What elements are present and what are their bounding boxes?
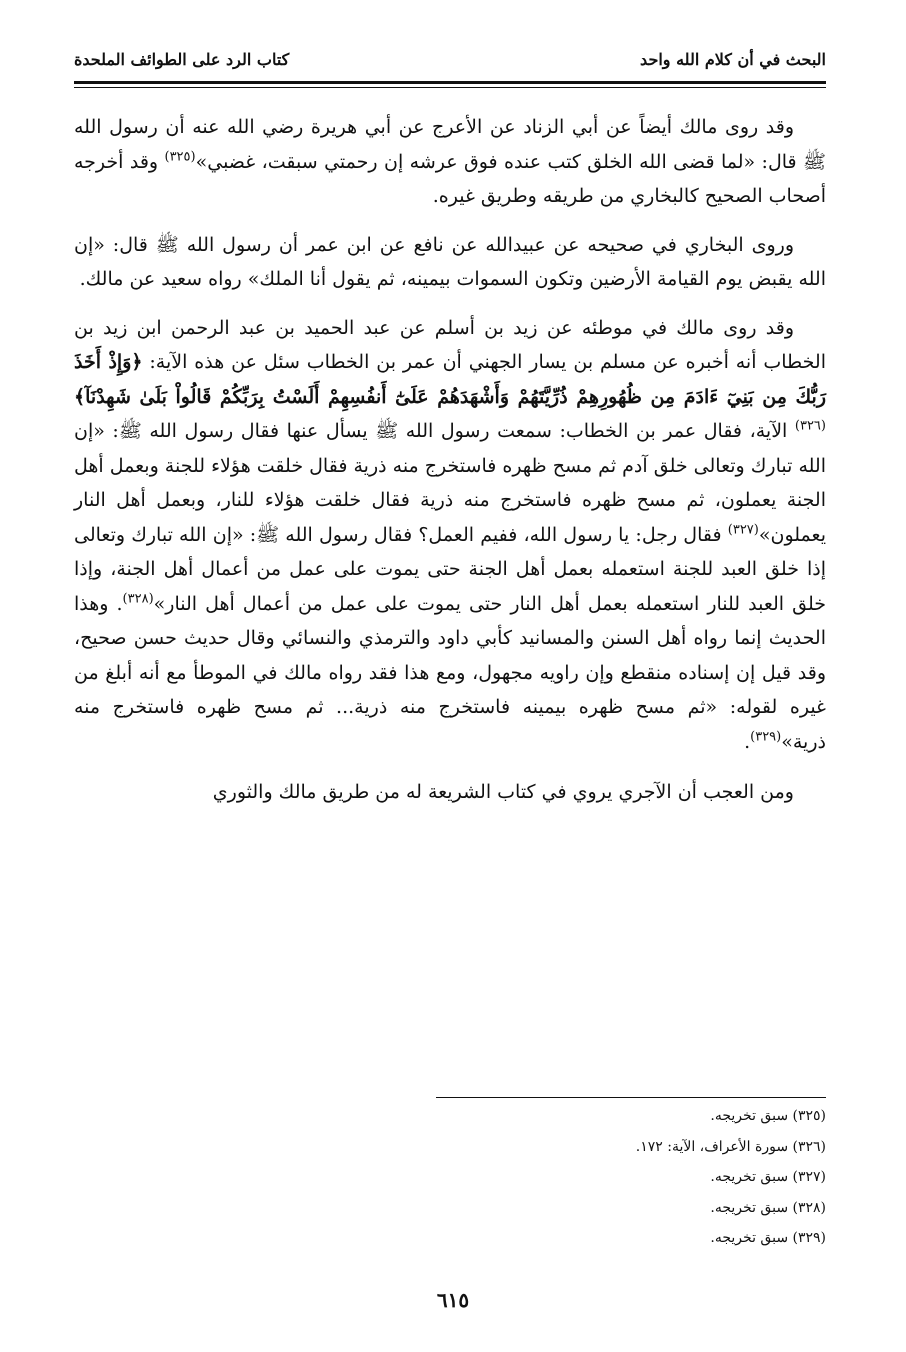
header-chapter-title: البحث في أن كلام الله واحد	[640, 49, 826, 69]
footnote-item: (٣٢٧) سبق تخريجه.	[710, 1169, 826, 1185]
paragraph-ajurri	[74, 775, 826, 810]
footnote-item: (٣٢٨) سبق تخريجه.	[710, 1199, 826, 1216]
paragraph-text: . وهذا الحديث إنما رواه أهل السنن والمسانيد كأبي داود والترمذي والنسائي وقال حديث حسن صحيح، وقد قيل إن إسناده منقطع وإن راويه مجهول، ومع هذا فقد رواه مالك في الموطأ مع أنه أبلغ من غيره لقوله: «ثم مسح ظهره بيمينه فاستخرج منه ذرية... ثم مسح ظهره فاستخرج منه ذرية»	[74, 592, 826, 753]
footnote-reference: (٣٢٩)	[750, 729, 782, 745]
footnotes	[74, 1101, 826, 1254]
header-rule-thick	[74, 81, 826, 84]
paragraph-text: فقال رجل: يا رسول الله، ففيم العمل؟ فقال رسول الله ﷺ: «إن الله تبارك وتعالى إذا خلق العبد للجنة استعمله بعمل أهل الجنة حتى يموت على عمل من أعمال أهل الجنة، وإذا خلق العبد للنار استعمله بعمل أهل النار حتى يموت على عمل من أعمال أهل النار»	[74, 523, 826, 615]
paragraph-bukhari-hadith	[74, 228, 826, 297]
paragraph-text: وقد روى مالك أيضاً عن أبي الزناد عن الأعرج عن أبي هريرة رضي الله عنه أن رسول الله ﷺ قال: «لما قضى الله الخلق كتب عنده فوق عرشه إن رحمتي سبقت، غضبي»	[74, 116, 826, 173]
footnote-item: (٣٢٥) سبق تخريجه.	[710, 1108, 826, 1124]
header-rule-thin	[74, 87, 826, 88]
paragraph-text: الآية، فقال عمر بن الخطاب: سمعت رسول الله ﷺ يسأل عنها فقال رسول الله ﷺ: «إن الله تبارك وتعالى خلق آدم ثم مسح ظهره فاستخرج منه ذرية فقال خلقت هؤلاء للجنة وبعمل أهل الجنة يعملون، ثم مسح ظهره فاستخرج منه ذرية فقال خلقت هؤلاء للنار، وبعمل أهل النار يعملون»	[74, 420, 826, 546]
page-number: ٦١٥	[436, 1288, 470, 1312]
footnote-separator	[436, 1097, 826, 1098]
paragraph-muwatta-hadith	[74, 311, 826, 760]
footnote-item: (٣٢٦) سورة الأعراف، الآية: ١٧٢.	[635, 1138, 826, 1155]
paragraph-text: وقد أخرجه أصحاب الصحيح كالبخاري من طريقه وطريق غيره.	[74, 150, 826, 207]
paragraph-text: .	[744, 730, 751, 753]
paragraph-malik-hadith	[74, 110, 826, 214]
footnote-reference: (٣٢٨)	[122, 591, 154, 607]
paragraph-text: وقد روى مالك في موطئه عن زيد بن أسلم عن عبد الحميد بن عبد الرحمن ابن زيد بن الخطاب أنه أخبره عن مسلم بن يسار الجهني أن عمر بن الخطاب سئل عن هذه الآية:	[74, 316, 826, 373]
main-text	[74, 110, 826, 810]
paragraph-text: ومن العجب أن الآجري يروي في كتاب الشريعة له من طريق مالك والثوري	[212, 781, 794, 803]
running-header	[74, 44, 826, 74]
quran-verse: ﴿وَإِذْ أَخَذَ رَبُّكَ مِن بَنِيٓ ءَادَمَ مِن ظُهُورِهِمْ ذُرِّيَّتَهُمْ وَأَشْهَدَهُمْ عَلَىٰٓ أَنفُسِهِمْ أَلَسْتُ بِرَبِّكُمْ قَالُواْ بَلَىٰ شَهِدْنَآ﴾	[74, 351, 826, 408]
paragraph-text: وروى البخاري في صحيحه عن عبيدالله عن نافع عن ابن عمر أن رسول الله ﷺ قال: «إن الله يقبض يوم القيامة الأرضين وتكون السموات بيمينه، ثم يقول أنا الملك» رواه سعيد عن مالك.	[74, 233, 826, 290]
header-book-title: كتاب الرد على الطوائف الملحدة	[74, 49, 290, 69]
footnote-item: (٣٢٩) سبق تخريجه.	[710, 1230, 826, 1246]
footnote-reference: (٣٢٧)	[727, 522, 759, 538]
footnote-reference: (٣٢٦)	[794, 418, 826, 434]
footnote-reference: (٣٢٥)	[164, 149, 196, 165]
